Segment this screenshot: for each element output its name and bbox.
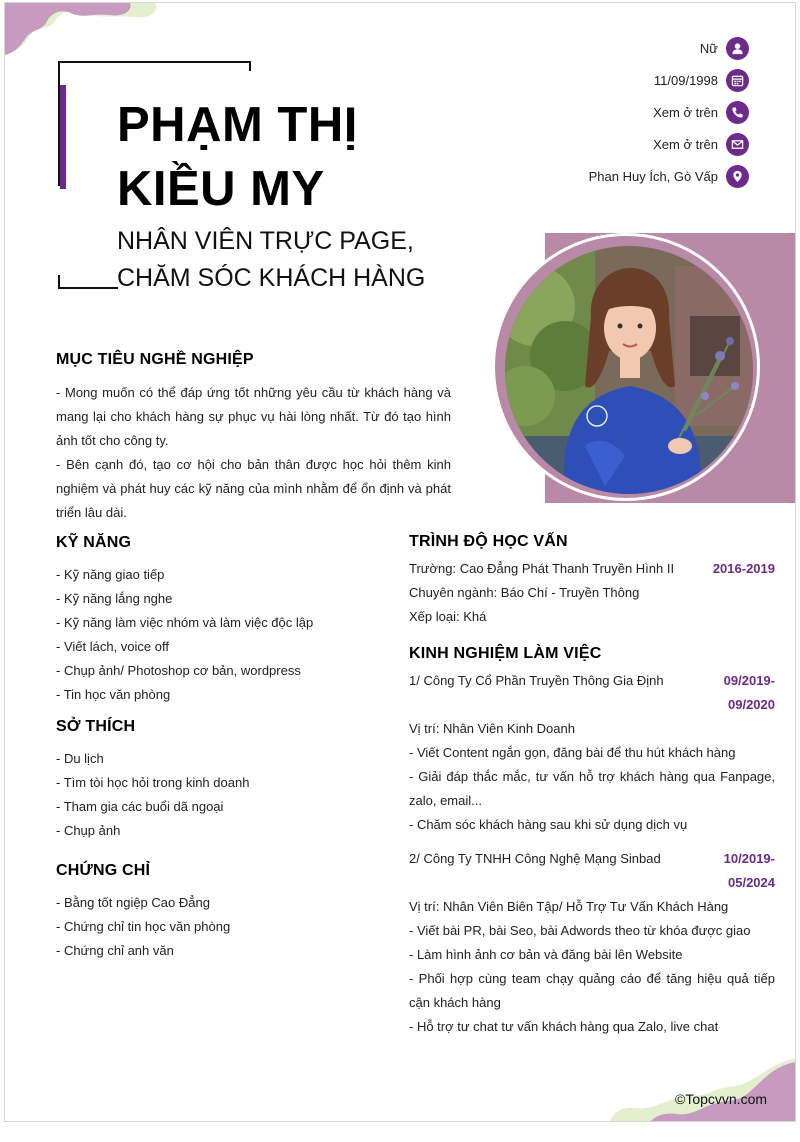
- footer-brand: ©Topcvvn.com: [675, 1091, 768, 1107]
- education-school-row: [409, 557, 775, 581]
- job-title-line-1: NHÂN VIÊN TRỰC PAGE,: [117, 227, 414, 255]
- job-title: [117, 223, 425, 297]
- candidate-name: [117, 93, 358, 221]
- job-details: [409, 717, 775, 837]
- hobbies-list: [56, 747, 396, 843]
- name-line-2: KIỀU MY: [117, 162, 325, 216]
- job-date-start: 10/2019-: [723, 851, 775, 866]
- job-header: [409, 847, 775, 895]
- skills-heading: KỸ NĂNG: [56, 534, 132, 551]
- contact-birthday: [389, 64, 749, 96]
- name-line-1: PHẠM THỊ: [117, 98, 358, 152]
- birthday-value: 11/09/1998: [653, 72, 718, 88]
- job-line: Vị trí: Nhân Viên Biên Tập/ Hỗ Trợ Tư Vấn Khách Hàng: [409, 899, 729, 914]
- contact-gender: [389, 32, 749, 64]
- list-item: - Du lịch: [56, 751, 104, 766]
- list-item: - Viết lách, voice off: [56, 639, 169, 654]
- list-item: - Kỹ năng lắng nghe: [56, 591, 173, 606]
- education-school: Trường: Cao Đẳng Phát Thanh Truyền Hình II: [409, 561, 675, 576]
- list-item: - Chứng chỉ anh văn: [56, 943, 174, 958]
- name-frame-top: [58, 61, 251, 71]
- gender-value: Nữ: [699, 40, 718, 56]
- education-grade: Xếp loại: Khá: [409, 609, 487, 624]
- location-pin-icon: [726, 165, 749, 188]
- job-line: - Viết bài PR, bài Seo, bài Adwords theo từ khóa được giao: [409, 923, 751, 938]
- contact-phone: [389, 96, 749, 128]
- job-company: 2/ Công Ty TNHH Công Nghệ Mạng Sinbad: [409, 851, 661, 866]
- job-date-start: 09/2019-: [723, 673, 775, 688]
- list-item: - Chụp ảnh: [56, 823, 121, 838]
- job-line: - Phối hợp cùng team chạy quảng cáo để tăng hiệu quả tiếp cận khách hàng: [409, 971, 775, 1010]
- certificates-list: [56, 891, 396, 963]
- hobbies-heading: SỞ THÍCH: [56, 718, 136, 735]
- address-value: Phan Huy Ích, Gò Vấp: [588, 168, 718, 184]
- list-item: - Chứng chỉ tin học văn phòng: [56, 919, 231, 934]
- list-item: - Chụp ảnh/ Photoshop cơ bản, wordpress: [56, 663, 301, 678]
- skills-list: [56, 563, 396, 707]
- name-frame-bottom: [58, 275, 118, 289]
- top-left-blob-decoration: [5, 3, 165, 63]
- objective-heading: MỤC TIÊU NGHỀ NGHIỆP: [56, 351, 254, 368]
- job-date-end: 05/2024: [728, 875, 775, 890]
- objective-text: [56, 381, 451, 525]
- contact-info: [389, 32, 749, 192]
- job-line: Vị trí: Nhân Viên Kinh Doanh: [409, 721, 575, 736]
- education-date: 2016-2019: [712, 561, 775, 576]
- list-item: - Tin học văn phòng: [56, 687, 171, 702]
- objective-paragraph-1: - Mong muốn có thể đáp ứng tốt những yêu cầu từ khách hàng và mang lại cho khách hàng sự phục vụ hài lòng nhất. Từ đó tạo hình ảnh tốt cho công ty.: [56, 385, 451, 448]
- phone-value: Xem ở trên: [653, 104, 718, 120]
- education-heading: TRÌNH ĐỘ HỌC VẤN: [409, 533, 568, 550]
- user-icon: [726, 37, 749, 60]
- experience-job-1: [409, 669, 775, 837]
- experience-job-2: [409, 847, 775, 1039]
- contact-address: [389, 160, 749, 192]
- experience-section: [409, 669, 775, 1039]
- job-line: - Viết Content ngắn gọn, đăng bài để thu hút khách hàng: [409, 745, 736, 760]
- job-line: - Làm hình ảnh cơ bản và đăng bài lên Website: [409, 947, 683, 962]
- email-value: Xem ở trên: [653, 136, 718, 152]
- list-item: - Kỹ năng giao tiếp: [56, 567, 165, 582]
- list-item: - Kỹ năng làm việc nhóm và làm việc độc lập: [56, 615, 314, 630]
- list-item: - Bằng tốt ngiệp Cao Đẳng: [56, 895, 210, 910]
- phone-icon: [726, 101, 749, 124]
- job-details: [409, 895, 775, 1039]
- experience-heading: KINH NGHIỆM LÀM VIỆC: [409, 645, 602, 662]
- contact-email: [389, 128, 749, 160]
- calendar-icon: [726, 69, 749, 92]
- list-item: - Tìm tòi học hỏi trong kinh doanh: [56, 775, 250, 790]
- job-header: [409, 669, 775, 717]
- cv-page: [4, 2, 796, 1122]
- profile-photo-illustration: [505, 246, 753, 494]
- job-date: [724, 847, 775, 895]
- list-item: - Tham gia các buổi dã ngoại: [56, 799, 224, 814]
- name-accent-bar: [60, 85, 66, 189]
- bottom-right-blob-decoration: [609, 1058, 796, 1122]
- job-date-end: 09/2020: [728, 697, 775, 712]
- objective-paragraph-2: - Bên cạnh đó, tạo cơ hội cho bản thân được học hỏi thêm kinh nghiệm và phát huy các kỹ năng của mình nhằm để ổn định và phát triển lâu dài.: [56, 457, 451, 520]
- job-company: 1/ Công Ty Cổ Phần Truyền Thông Gia Định: [409, 673, 664, 688]
- envelope-icon: [726, 133, 749, 156]
- education-major: Chuyên ngành: Báo Chí - Truyền Thông: [409, 585, 640, 600]
- profile-photo: [505, 246, 753, 494]
- job-title-line-2: CHĂM SÓC KHÁCH HÀNG: [117, 264, 426, 292]
- job-date: [724, 669, 775, 717]
- education-section: [409, 557, 775, 629]
- job-line: - Giải đáp thắc mắc, tư vấn hỗ trợ khách hàng qua Fanpage, zalo, email...: [409, 769, 775, 808]
- job-line: - Hỗ trợ tư chat tư vấn khách hàng qua Zalo, live chat: [409, 1019, 719, 1034]
- job-line: - Chăm sóc khách hàng sau khi sử dụng dịch vụ: [409, 817, 688, 832]
- certificates-heading: CHỨNG CHỈ: [56, 862, 151, 879]
